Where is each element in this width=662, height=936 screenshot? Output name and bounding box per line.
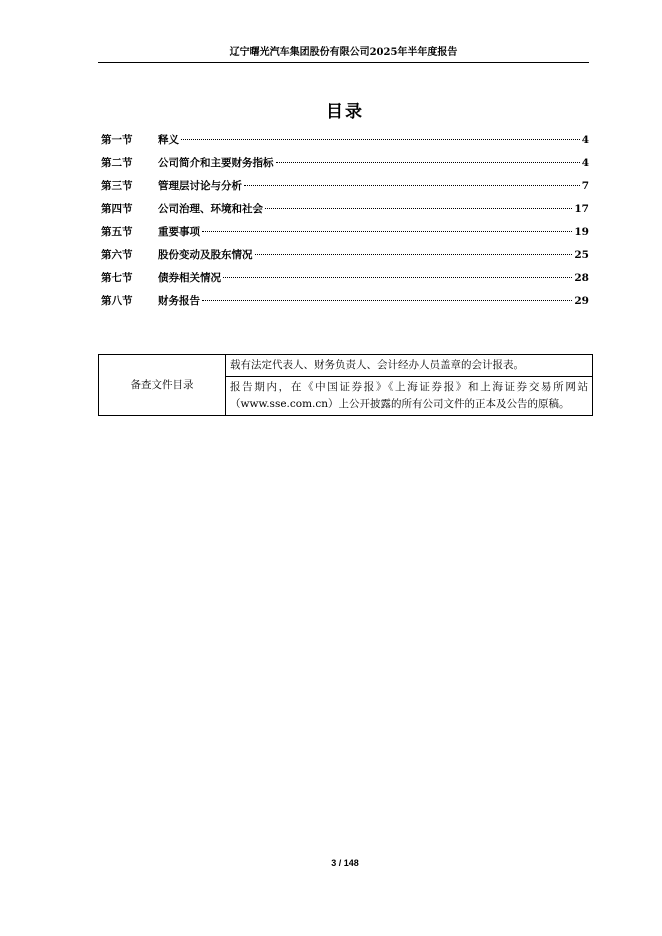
toc-section-name: 公司简介和主要财务指标 — [158, 157, 274, 169]
toc-page-number: 7 — [581, 180, 589, 192]
toc-section-name: 股份变动及股东情况 — [158, 249, 253, 261]
toc-page-number: 25 — [574, 249, 589, 261]
toc-page-number: 4 — [581, 134, 589, 146]
toc-page-number: 17 — [574, 203, 589, 215]
toc-page-number: 29 — [574, 295, 589, 307]
toc-leader-dots — [202, 231, 572, 232]
reference-docs-label: 备查文件目录 — [99, 355, 226, 416]
toc-section-name: 重要事项 — [158, 226, 200, 238]
toc-section-number: 第六节 — [101, 249, 133, 261]
toc-page-number: 28 — [574, 272, 589, 284]
toc-section-number: 第五节 — [101, 226, 133, 238]
reference-doc-item: 载有法定代表人、财务负责人、会计经办人员盖章的会计报表。 — [226, 355, 593, 377]
reference-documents-table — [98, 354, 593, 416]
reference-doc-item: 报告期内，在《中国证券报》《上海证券报》和上海证券交易所网站（www.sse.com.cn）上公开披露的所有公司文件的正本及公告的原稿。 — [226, 377, 593, 416]
toc-entry[interactable] — [101, 132, 589, 155]
toc-leader-dots — [202, 300, 572, 301]
toc-title: 目录 — [326, 102, 364, 122]
toc-leader-dots — [181, 139, 580, 140]
toc-page-number: 19 — [574, 226, 589, 238]
page-indicator: 3 / 148 — [331, 858, 359, 868]
toc-section-name: 债券相关情况 — [158, 272, 221, 284]
toc-entry[interactable] — [101, 201, 589, 224]
table-row — [99, 355, 593, 377]
toc-leader-dots — [255, 254, 573, 255]
toc-section-number: 第三节 — [101, 180, 133, 192]
toc-entry[interactable] — [101, 224, 589, 247]
toc-section-number: 第八节 — [101, 295, 133, 307]
toc-leader-dots — [265, 208, 572, 209]
toc-entry[interactable] — [101, 293, 589, 316]
toc-section-name: 公司治理、环境和社会 — [158, 203, 263, 215]
toc-section-number: 第七节 — [101, 272, 133, 284]
toc-leader-dots — [244, 185, 580, 186]
toc-leader-dots — [276, 162, 580, 163]
toc-entry[interactable] — [101, 247, 589, 270]
toc-entry[interactable] — [101, 155, 589, 178]
header-rule — [98, 62, 589, 63]
toc-section-name: 管理层讨论与分析 — [158, 180, 242, 192]
toc-entry[interactable] — [101, 178, 589, 201]
toc-section-name: 释义 — [158, 134, 179, 146]
toc-entry[interactable] — [101, 270, 589, 293]
report-header-title: 辽宁曙光汽车集团股份有限公司2025年半年度报告 — [229, 47, 458, 58]
toc-section-number: 第一节 — [101, 134, 133, 146]
table-of-contents — [101, 132, 589, 316]
toc-page-number: 4 — [581, 157, 589, 169]
toc-section-number: 第四节 — [101, 203, 133, 215]
toc-leader-dots — [223, 277, 572, 278]
toc-section-name: 财务报告 — [158, 295, 200, 307]
toc-section-number: 第二节 — [101, 157, 133, 169]
